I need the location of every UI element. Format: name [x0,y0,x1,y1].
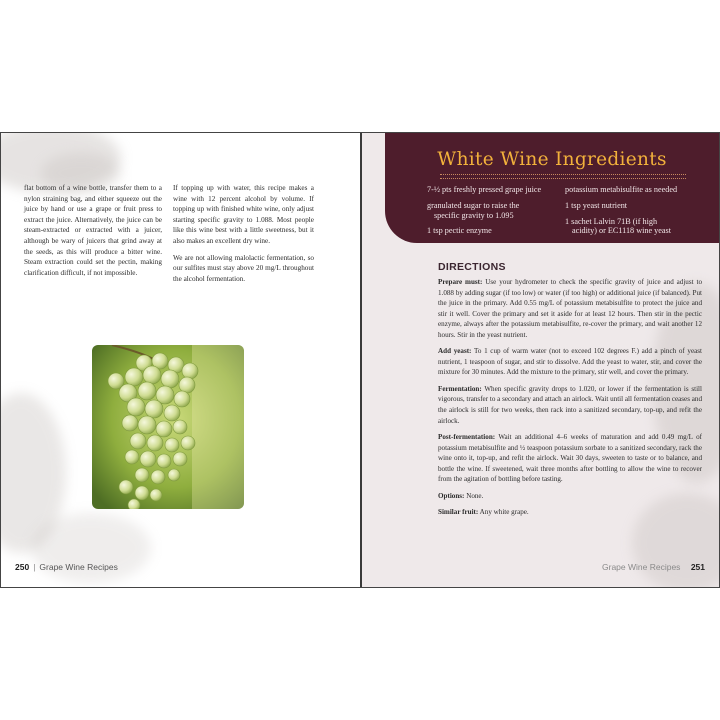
direction-step: Prepare must: Use your hydrometer to check the specific gravity of juice and adjust to 1.088 by adding sugar (if too low) or water (if too high) or additional juice (if balanced). Put the juice in the primary. Add 0.55 mg/L of potassium metabisulfite to protect the juice and stir it well. Cover the primary and set it aside for at least 12 hours. Then stir in the pectic enzyme, always after the potassium metabisulfite, re-cover the primary, and wait another 12 hours. Stir in the yeast nutrient. [438,278,702,339]
text-column-1 [24,183,162,284]
text-column-2 [173,183,314,290]
direction-step: Similar fruit: Any white grape. [438,508,529,517]
ingredients-left-list [427,185,567,242]
grunge-texture [31,513,151,583]
left-page [1,133,360,587]
direction-step: Fermentation: When specific gravity drops to 1.020, or lower if the fermentation is still vigorous, transfer to a secondary and attach an airlock. Wait until all fermentation ceases and the airlock is still for two weeks, then rack into a sanitized secondary, top-up, and refit the airlock. [438,384,703,425]
ingredient-item: 1 tsp yeast nutrient [565,200,628,210]
page-footer-left: 250 | Grape Wine Recipes [15,562,118,572]
section-title: Grape Wine Recipes [39,562,118,572]
decorative-rule [440,174,686,179]
direction-step: Options: None. [438,491,484,500]
book-spread [0,132,720,588]
directions-body [438,277,702,524]
green-grape-cluster-photo [92,345,244,509]
page-number: 250 [15,562,30,572]
page-footer-right [602,562,705,572]
section-title: Grape Wine Recipes [602,562,681,572]
ingredients-right-list [565,185,715,242]
banner-title: White Wine Ingredients [437,149,667,170]
ingredients-banner [385,133,719,243]
ingredient-item: granulated sugar to raise the specific gravity to 1.095 [427,200,520,220]
ingredient-item: potassium metabisulfite as needed [565,185,678,194]
ingredient-item: 1 tsp pectic enzyme [427,226,492,236]
page-number: 251 [690,562,705,572]
right-page [362,133,719,587]
directions-heading: DIRECTIONS [438,261,506,273]
ingredient-item: 1 sachet Lalvin 71B (if high acidity) or EC1118 wine yeast [565,216,671,236]
paragraph: We are not allowing malolactic fermentation, so our sulfites must stay above 20 mg/L throughout the alcohol fermentation. [173,253,314,283]
direction-step: Post-fermentation: Wait an additional 4–6 weeks of maturation and add 0.49 mg/L of potassium metabisulfite and ½ teaspoon potassium sorbate to a sanitized secondary, rack the wine onto it, top-up, and refit the airlock. Wait 30 days, sweeten to taste or to balance, and bottle the wine. If sweetened, wait three months after bottling to allow the wine to recover from the agitation of bottling before tasting. [438,433,702,484]
ingredient-item: 7-½ pts freshly pressed grape juice [427,185,542,194]
paragraph: If topping up with water, this recipe makes a wine with 12 percent alcohol by volume. If topping up with finished white wine, only adjust starting specific gravity to 1.088. Most people like this wine best with a little sweetness, but it also makes an excellent dry wine. [173,184,314,245]
paragraph: flat bottom of a wine bottle, transfer them to a nylon straining bag, and either squeeze out the juice by hand or use a grape or fruit press to extract the juice. Alternatively, the juice can be steam-extracted or extracted with a juicer, although be wary of juicers that grind away at the seeds, as this will produce a bitter wine. Steam extraction could set the pectin, making clarification difficult, if not impossible. [24,184,162,277]
direction-step: Add yeast: To 1 cup of warm water (not to exceed 102 degrees F.) add a pinch of yeast nutrient, 1 teaspoon of sugar, and stir to dissolve. Add the yeast to water, stir, and cover the mixture for 30 minutes. Add the mixture to the primary, stir well, and cover the primary. [438,347,703,377]
